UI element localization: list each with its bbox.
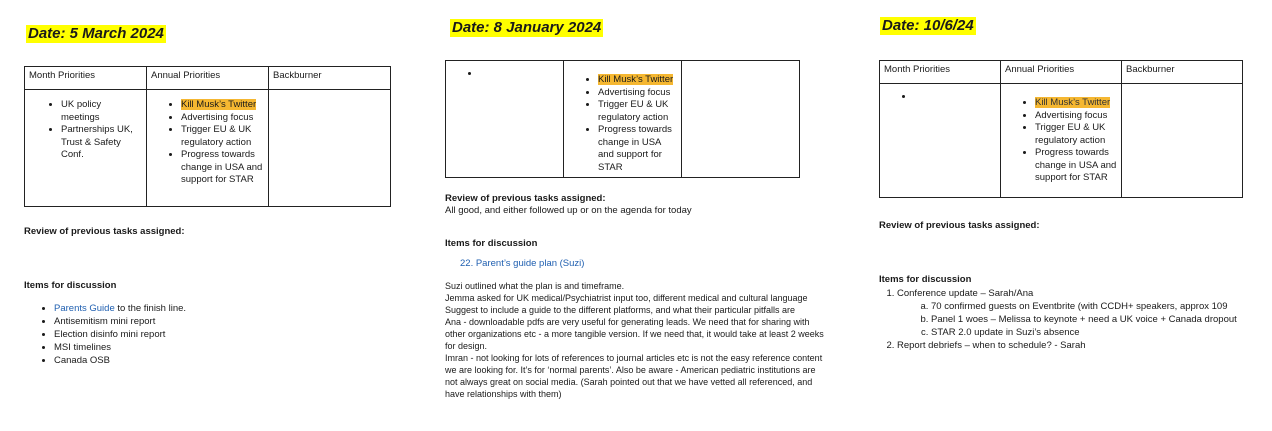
list-item: 2. Report debriefs – when to schedule? - Sarah [897,339,1237,352]
header-month-priorities: Month Priorities [880,61,1001,84]
list-item: • Antisemitism mini report [54,315,186,328]
header-annual-priorities: Annual Priorities [1001,61,1122,84]
table-header-row [25,67,391,90]
list-item: • Trigger EU & UK regulatory action [1035,122,1117,147]
items-heading: Items for discussion [445,238,538,249]
notes-line: not always great on social media. (Sarah pointed out that we have vetted all referenced, and [445,377,813,387]
review-text: All good, and either followed up or on the agenda for today [445,205,692,216]
annual-priorities-cell [1001,84,1122,198]
date-heading: Date: 5 March 2024 [28,25,164,42]
notes-line: Ana - downloadable pdfs are very useful for generating leads. We need that for sharing with [445,317,810,327]
notes-line: have relationships with them) [445,389,562,399]
empty-bullet [914,91,996,104]
items-heading: Items for discussion [24,280,117,291]
notes-line: for design. [445,341,488,351]
notes-line: Imran - not looking for lots of references to journal articles etc is not the easy reference content [445,353,823,363]
list-item: • Canada OSB [54,354,186,367]
list-item: • Partnerships UK, Trust & Safety Conf. [61,124,142,162]
discussion-list [38,302,186,367]
notes-line: other organizations etc - a more tangible version. If we need that, it would take at least 2 weeks [445,329,824,339]
list-item [1035,97,1117,110]
backburner-cell [269,90,391,207]
list-item: b. Panel 1 woes – Melissa to keynote + need a UK voice + Canada dropout [931,313,1237,326]
list-item [598,74,677,87]
priorities-table [445,60,800,178]
review-heading: Review of previous tasks assigned: [24,226,185,237]
highlighted-priority: Kill Musk’s Twitter [181,99,257,110]
backburner-cell [1122,84,1243,198]
empty-bullet [480,68,559,81]
table-body-row [25,90,391,207]
conference-update: Conference update – Sarah/Ana [897,288,1034,299]
date-heading: Date: 8 January 2024 [452,19,602,36]
review-heading: Review of previous tasks assigned: [879,220,1040,231]
list-item: c. STAR 2.0 update in Suzi’s absence [931,326,1237,339]
list-item-text: to the finish line. [114,303,187,314]
list-item [54,302,186,315]
discussion-list [867,287,1237,352]
agenda-5-march-2024 [0,0,420,431]
list-item: • Progress towards change in USA and support for STAR [1035,147,1117,185]
table-body-row [446,61,800,178]
table-header-row [880,61,1243,84]
notes-line: Jemma asked for UK medical/Psychiatrist input too, different medical and cultural language [445,293,808,303]
backburner-cell [682,61,800,178]
list-item: • Progress towards change in USA and support for STAR [181,149,264,187]
list-item: • Trigger EU & UK regulatory action [598,99,677,124]
list-item: • Election disinfo mini report [54,328,186,341]
list-item [181,99,264,112]
highlighted-priority: Kill Musk’s Twitter [598,74,674,85]
header-annual-priorities: Annual Priorities [147,67,269,90]
list-item: • Progress towards change in USA and support for STAR [598,124,677,174]
date-heading: Date: 10/6/24 [882,17,974,34]
month-priorities-cell [446,61,564,178]
annual-priorities-cell [564,61,682,178]
list-item: • Advertising focus [598,87,677,100]
header-backburner: Backburner [269,67,391,90]
notes-line: we are looking for. It’s for ‘normal parents’. Also be aware - American pediatric institutions are [445,365,816,375]
month-priorities-cell [25,90,147,207]
list-item: • Trigger EU & UK regulatory action [181,124,264,149]
conference-subitems [897,300,1237,339]
priorities-table [879,60,1243,198]
review-heading: Review of previous tasks assigned: [445,193,606,204]
notes-line: Suggest to include a guide to the different platforms, and what their particular pitfalls are [445,305,796,315]
highlighted-priority: Kill Musk’s Twitter [1035,97,1111,108]
header-month-priorities: Month Priorities [25,67,147,90]
parents-guide-plan-link[interactable]: 22. Parent’s guide plan (Suzi) [460,258,585,269]
list-item [897,287,1237,339]
annual-priorities-cell [147,90,269,207]
list-item: • MSI timelines [54,341,186,354]
items-heading: Items for discussion [879,274,972,285]
list-item: • Advertising focus [1035,110,1117,123]
agenda-8-january-2024 [420,0,845,431]
header-backburner: Backburner [1122,61,1243,84]
notes-line: Suzi outlined what the plan is and timeframe. [445,281,625,291]
discussion-notes [445,280,840,400]
priorities-table [24,66,391,207]
list-item: • Advertising focus [181,112,264,125]
month-priorities-cell [880,84,1001,198]
agenda-10-6-24 [855,0,1272,431]
table-body-row [880,84,1243,198]
list-item: • UK policy meetings [61,99,142,124]
parents-guide-link[interactable]: Parents Guide [54,303,115,314]
list-item: a. 70 confirmed guests on Eventbrite (with CCDH+ speakers, approx 109 [931,300,1237,313]
